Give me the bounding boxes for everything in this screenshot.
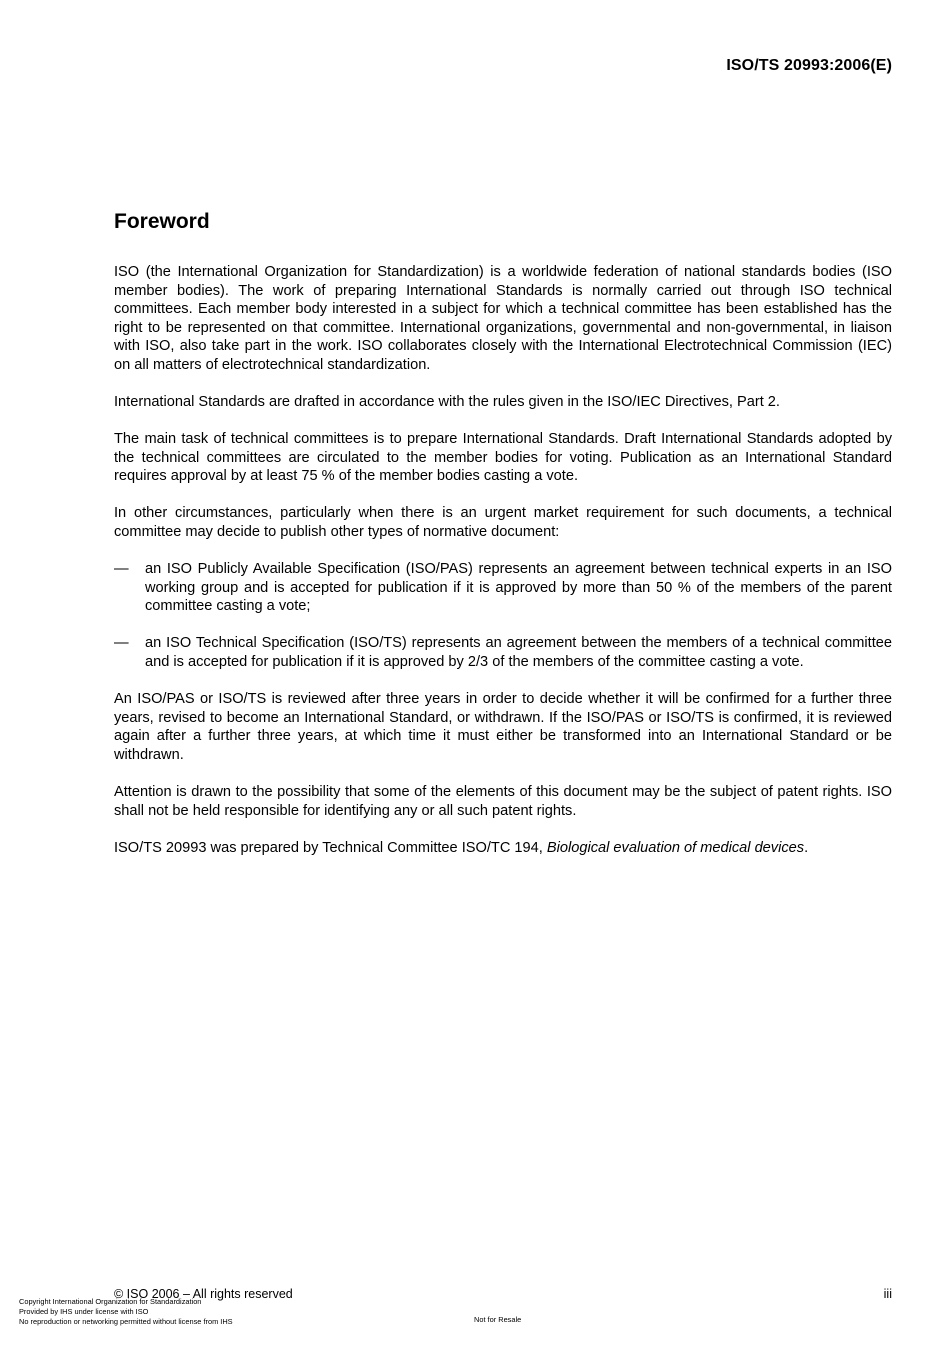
dash-bullet: — bbox=[114, 635, 129, 652]
license-line-provided: Provided by IHS under license with ISO bbox=[19, 1307, 149, 1316]
license-line-copyright: Copyright International Organization for Standardization bbox=[19, 1297, 202, 1306]
paragraph-main-task: The main task of technical committees is to prepare International Standards. Draft International Standards adopted by the technical committees are circulated to the member bodies for voting. Publication as an International Standard requires approval by at least 75 % of the member bodies casting a vote. bbox=[114, 431, 892, 485]
paragraph-patent: Attention is drawn to the possibility that some of the elements of this document may be the subject of patent rights. ISO shall not be held responsible for identifying any or all such patent rights. bbox=[114, 783, 892, 819]
paragraph-directives: International Standards are drafted in accordance with the rules given in the ISO/IEC Directives, Part 2. bbox=[114, 394, 780, 411]
list-item-pas bbox=[114, 560, 892, 616]
paragraph-prepared-by bbox=[114, 839, 892, 858]
list-item-text: an ISO Publicly Available Specification (ISO/PAS) represents an agreement between technical experts in an ISO working group and is accepted for publication if it is approved by more than 50 % of the members of the parent committee casting a vote; bbox=[145, 561, 892, 615]
foreword-section bbox=[114, 208, 892, 876]
license-line-reproduction: No reproduction or networking permitted without license from IHS bbox=[19, 1317, 233, 1326]
document-id-header: ISO/TS 20993:2006(E) bbox=[726, 57, 892, 74]
not-for-resale-notice: Not for Resale bbox=[474, 1315, 522, 1324]
list-item-ts bbox=[114, 634, 892, 671]
prepared-by-text: ISO/TS 20993 was prepared by Technical Committee ISO/TC 194, bbox=[114, 839, 547, 856]
section-title: Foreword bbox=[114, 210, 210, 233]
committee-title: Biological evaluation of medical devices bbox=[546, 839, 805, 856]
margin-marks bbox=[93, 234, 97, 330]
paragraph-review: An ISO/PAS or ISO/TS is reviewed after three years in order to decide whether it will be confirmed for a further three years, revised to become an International Standard, or withdrawn. If the ISO/PAS or ISO/TS is confirmed, it is reviewed again after a further three years, at which time it must either be transformed into an International Standard or be withdrawn. bbox=[114, 691, 892, 763]
page-number: iii bbox=[883, 1287, 892, 1301]
dash-bullet: — bbox=[114, 561, 129, 578]
paragraph-other-circumstances: In other circumstances, particularly when there is an urgent market requirement for such documents, a technical committee may decide to publish other types of normative document: bbox=[114, 505, 892, 541]
prepared-by-suffix: . bbox=[804, 839, 809, 856]
list-item-text: an ISO Technical Specification (ISO/TS) represents an agreement between the members of a technical committee and is accepted for publication if it is approved by 2/3 of the members of the committee casting a vote. bbox=[145, 635, 892, 670]
footer-copyright: © ISO 2006 – All rights reserved bbox=[114, 1287, 293, 1301]
paragraph-iso-intro: ISO (the International Organization for Standardization) is a worldwide federation of national standards bodies (ISO member bodies). The work of preparing International Standards is normally carried out through ISO technical committees. Each member body interested in a subject for which a technical committee has been established has the right to be represented on that committee. International organizations, governmental and non-governmental, in liaison with ISO, also take part in the work. ISO collaborates closely with the International Electrotechnical Commission (IEC) on all matters of electrotechnical standardization. bbox=[114, 264, 892, 373]
license-notice bbox=[19, 1297, 233, 1327]
